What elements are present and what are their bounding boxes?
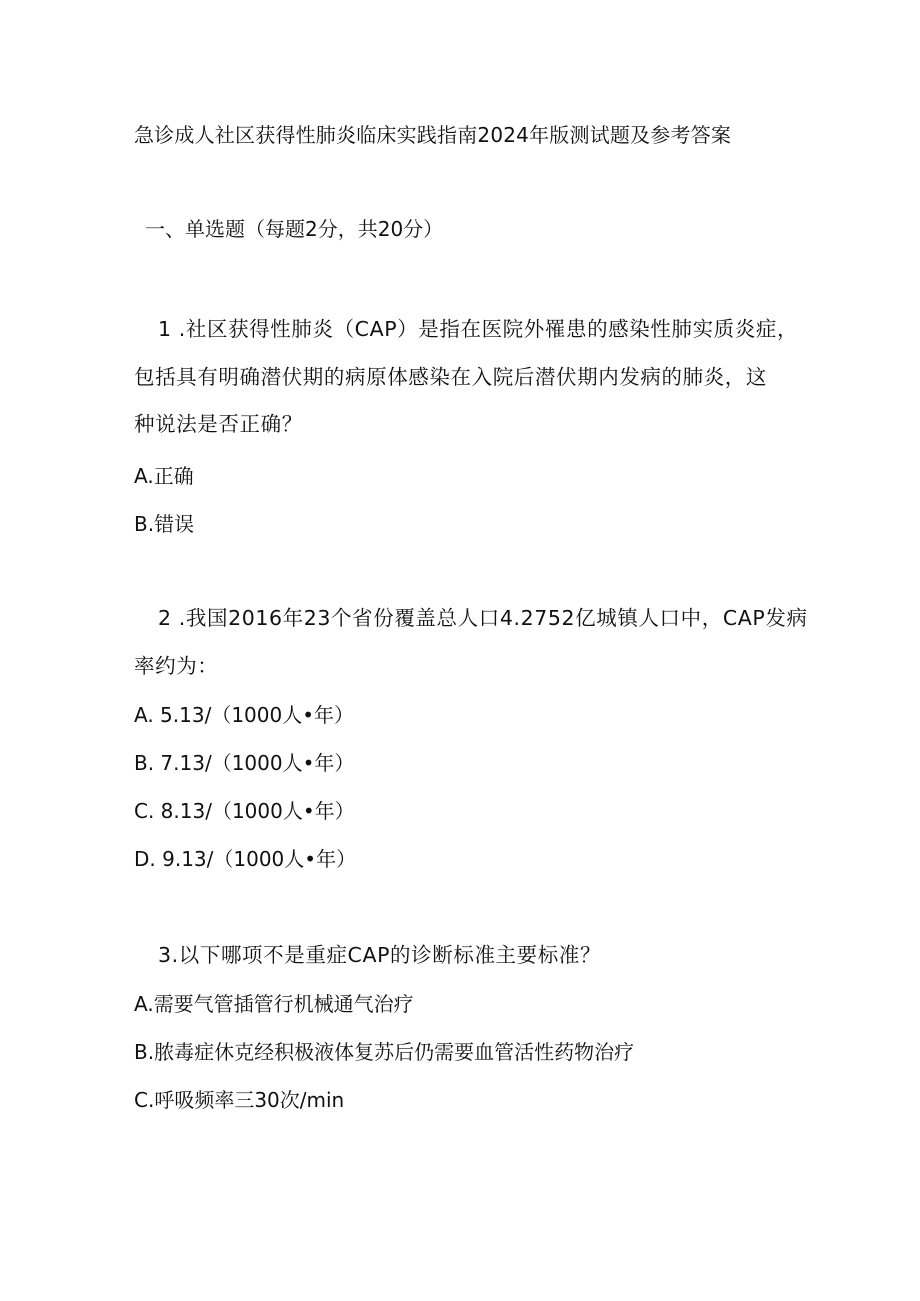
question-1-line-1: 1 .社区获得性肺炎（CAP）是指在医院外罹患的感染性肺实质炎症，	[158, 317, 799, 341]
question-3-option-c: C.呼吸频率三30次/min	[134, 1088, 345, 1112]
question-2-option-b: B. 7.13/（1000人•年）	[134, 751, 355, 775]
question-1-line-2: 包括具有明确潜伏期的病原体感染在入院后潜伏期内发病的肺炎，这	[134, 365, 767, 389]
question-2-option-c: C. 8.13/（1000人•年）	[134, 799, 355, 823]
question-3-line-1: 3.以下哪项不是重症CAP的诊断标准主要标准？	[158, 943, 602, 967]
section-heading: 一、单选题（每题2分，共20分）	[145, 217, 444, 241]
document-title: 急诊成人社区获得性肺炎临床实践指南2024年版测试题及参考答案	[134, 123, 732, 147]
question-2-option-d: D. 9.13/（1000人•年）	[134, 847, 357, 871]
question-2-line-2: 率约为：	[134, 654, 219, 678]
question-3-option-a: A.需要气管插管行机械通气治疗	[134, 992, 414, 1016]
question-1-option-a: A.正确	[134, 464, 194, 488]
question-1-line-3: 种说法是否正确？	[134, 412, 303, 436]
question-3-option-b: B.脓毒症休克经积极液体复苏后仍需要血管活性药物治疗	[134, 1040, 635, 1064]
question-2-line-1: 2 .我国2016年23个省份覆盖总人口4.2752亿城镇人口中，CAP发病	[158, 606, 808, 630]
question-2-option-a: A. 5.13/（1000人•年）	[134, 703, 355, 727]
question-1-option-b: B.错误	[134, 512, 195, 536]
